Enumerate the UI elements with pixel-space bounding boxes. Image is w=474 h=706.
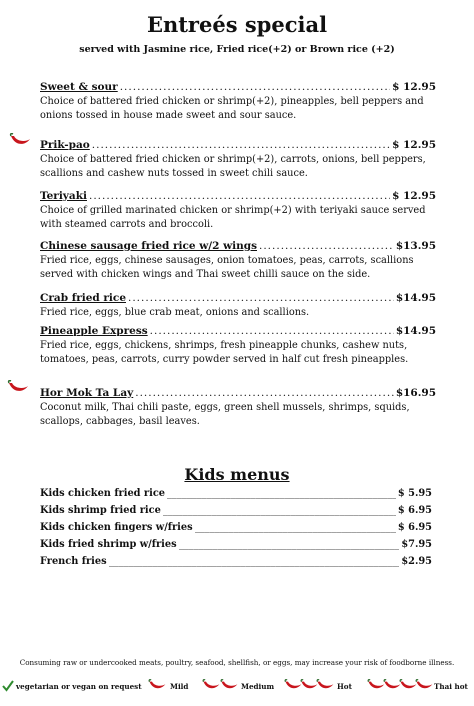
item-description: Fried rice, eggs, chinese sausages, onion tomatoes, peas, carrots, scallions served with chicken wings and Thai sweet chilli sauce on the side.: [40, 255, 414, 280]
item-name: Crab fried rice: [40, 292, 126, 304]
leader-line: [195, 522, 396, 533]
leader-dots: [89, 189, 390, 203]
kids-item: [40, 556, 432, 570]
chili-pepper-icon: [414, 678, 434, 692]
menu-title: Entreés special: [146, 12, 328, 37]
item-description: Choice of battered fried chicken or shrimp(+2), carrots, onions, bell peppers, scallions and cashew nuts tossed in sweet chili sauce.: [40, 154, 426, 179]
entree-item-crab-fried-rice: [40, 291, 436, 320]
item-price: $16.95: [395, 387, 436, 399]
chili-pepper-icon: [315, 678, 335, 692]
leader-dots: [259, 239, 394, 253]
chili-pepper-icon: [147, 678, 167, 692]
kids-item: [40, 522, 432, 536]
kids-item-name: Kids chicken fingers w/fries: [40, 522, 193, 533]
leader-line: [109, 556, 400, 567]
foodborne-illness-note: Consuming raw or undercooked meats, poultry, seafood, shellfish, or eggs, may increase your risk of foodborne illness.: [19, 658, 455, 667]
checkmark-icon: [2, 680, 14, 692]
kids-item-name: Kids shrimp fried rice: [40, 505, 161, 516]
kids-item-price: $ 5.95: [397, 488, 432, 499]
item-description: Choice of battered fried chicken or shrimp(+2), pineapples, bell peppers and onions tossed in house made sweet and sour sauce.: [40, 96, 424, 121]
leader-line: [179, 539, 400, 550]
item-description: Coconut milk, Thai chili paste, eggs, green shell mussels, shrimps, squids, scallops, cabbages, basil leaves.: [40, 402, 410, 427]
legend-mild-label: Mild: [170, 682, 189, 691]
menu-subtitle: served with Jasmine rice, Fried rice(+2) or Brown rice (+2): [79, 44, 395, 55]
kids-item-price: $2.95: [401, 556, 432, 567]
spice-legend: [0, 678, 474, 698]
legend-medium-label: Medium: [241, 682, 275, 691]
kids-item: [40, 539, 432, 553]
kids-item: [40, 488, 432, 502]
leader-dots: [135, 386, 394, 400]
item-price: $ 12.95: [392, 139, 436, 151]
item-price: $ 12.95: [392, 81, 436, 93]
kids-item-name: French fries: [40, 556, 107, 567]
leader-dots: [128, 291, 394, 305]
leader-line: [163, 505, 396, 516]
leader-dots: [92, 138, 390, 152]
kids-menu-title: Kids menus: [184, 465, 290, 484]
entree-item-sweet-sour: [40, 80, 436, 122]
item-price: $14.95: [395, 325, 436, 337]
kids-item-price: $7.95: [401, 539, 432, 550]
entree-item-prik-pao: [40, 138, 436, 180]
item-name: Chinese sausage fried rice w/2 wings: [40, 240, 257, 252]
kids-item-name: Kids chicken fried rice: [40, 488, 166, 499]
legend-hot-label: Hot: [337, 682, 352, 691]
chili-pepper-icon: [219, 678, 239, 692]
item-price: $13.95: [395, 240, 436, 252]
chili-pepper-icon: [6, 380, 30, 394]
entree-item-teriyaki: [40, 189, 436, 231]
leader-dots: [120, 80, 390, 94]
legend-veg-label: vegetarian or vegan on request: [16, 682, 142, 691]
chili-pepper-icon: [8, 133, 32, 147]
item-description: Fried rice, eggs, chickens, shrimps, fresh pineapple chunks, cashew nuts, tomatoes, peas, carrots, curry powder served in half cut fresh pineapples.: [40, 340, 409, 365]
kids-item-price: $ 6.95: [397, 505, 432, 516]
entree-item-hor-mok-ta-lay: [40, 386, 436, 428]
item-description: Choice of grilled marinated chicken or shrimp(+2) with teriyaki sauce served with steamed carrots and broccoli.: [40, 205, 426, 230]
leader-dots: [150, 324, 394, 338]
item-description: Fried rice, eggs, blue crab meat, onions and scallions.: [40, 307, 310, 318]
item-price: $14.95: [395, 292, 436, 304]
item-name: Prik-pao: [40, 139, 90, 151]
leader-line: [167, 488, 396, 499]
item-name: Pineapple Express: [40, 325, 148, 337]
item-price: $ 12.95: [392, 190, 436, 202]
kids-item-name: Kids fried shrimp w/fries: [40, 539, 177, 550]
entree-item-pineapple-express: [40, 324, 436, 366]
kids-item: [40, 505, 432, 519]
item-name: Sweet & sour: [40, 81, 118, 93]
legend-thai-hot-label: Thai hot: [434, 682, 468, 691]
item-name: Teriyaki: [40, 190, 87, 202]
kids-item-price: $ 6.95: [397, 522, 432, 533]
chili-pepper-icon: [201, 678, 221, 692]
item-name: Hor Mok Ta Lay: [40, 387, 134, 399]
entree-item-chinese-sausage: [40, 239, 436, 281]
